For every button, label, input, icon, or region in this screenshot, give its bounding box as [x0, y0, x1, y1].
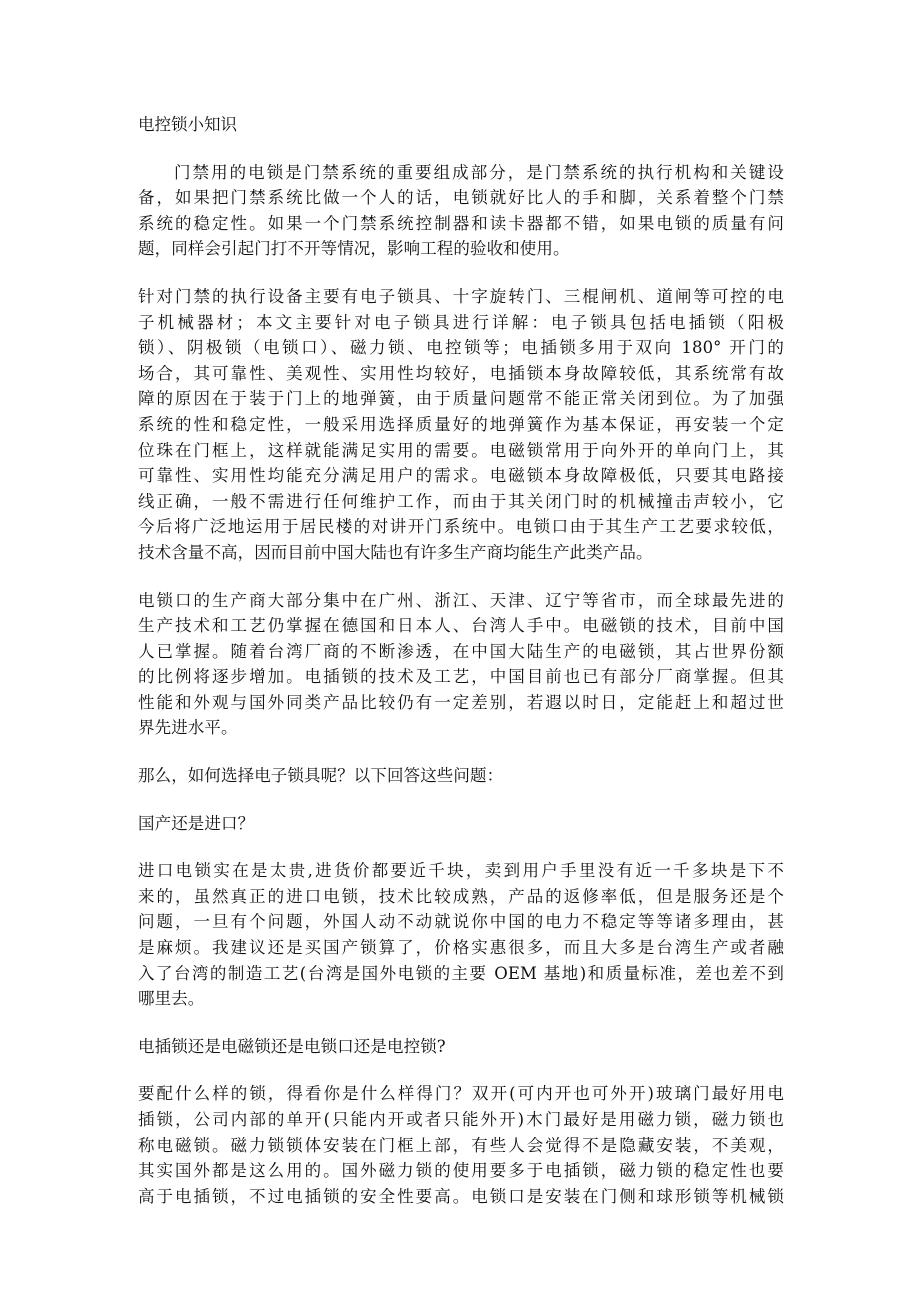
paragraph-line: 其实国外都是这么用的。国外磁力锁的使用要多于电插锁，磁力锁的稳定性也要 — [138, 1161, 784, 1181]
document-title: 电控锁小知识 — [138, 115, 237, 134]
paragraph-line: 插锁，公司内部的单开(只能内开或者只能外开)木门最好是用磁力锁，磁力锁也 — [138, 1110, 784, 1129]
paragraph-line: 系统的性和稳定性，一般采用选择质量好的地弹簧作为基本保证，再安装一个定 — [138, 414, 784, 434]
paragraph-line: 哪里去。 — [138, 989, 205, 1009]
paragraph-line: 称电磁锁。磁力锁锁体安装在门框上部，有些人会觉得不是隐藏安装，不美观， — [138, 1135, 784, 1155]
paragraph-line: 进口电锁实在是太贵,进货价都要近千块，卖到用户手里没有近一千多块是下不 — [138, 861, 784, 881]
section-heading: 国产还是进口？ — [138, 813, 255, 833]
paragraph-line: 障的原因在于装于门上的地弹簧，由于质量问题常不能正常关闭到位。为了加强 — [138, 389, 784, 409]
paragraph-line: 人已掌握。随着台湾厂商的不断渗透，在中国大陆生产的电磁锁，其占世界份额 — [138, 641, 784, 661]
paragraph-line: 位珠在门框上，这样就能满足实用的需要。电磁锁常用于向外开的单向门上，其 — [138, 440, 784, 460]
paragraph-question-intro — [138, 763, 784, 789]
paragraph-line: 备，如果把门禁系统比做一个人的话，电锁就好比人的手和脚，关系着整个门禁 — [138, 188, 784, 208]
paragraph-line: 的比例将逐步增加。电插锁的技术及工艺，中国目前也已有部分厂商掌握。但其 — [138, 667, 784, 687]
paragraph-line: 入了台湾的制造工艺(台湾是国外电锁的主要 OEM 基地)和质量标准，差也差不到 — [138, 963, 784, 983]
paragraph-line: 技术含量不高，因而目前中国大陆也有许多生产商均能生产此类产品。 — [138, 542, 653, 562]
paragraph-intro — [138, 160, 784, 262]
paragraph-line: 性能和外观与国外同类产品比较仍有一定差别，若遐以时日，定能赶上和超过世 — [138, 692, 784, 712]
paragraph-line: 问题，一旦有个问题，外国人动不动就说你中国的电力不稳定等等诸多理由，甚 — [138, 912, 784, 932]
paragraph-devices — [138, 284, 784, 566]
paragraph-line: 界先进水平。 — [138, 718, 238, 738]
paragraph-line: 子机械器材；本文主要针对电子锁具进行详解：电子锁具包括电插锁（阳极 — [138, 312, 784, 332]
paragraph-manufacturers — [138, 588, 784, 742]
heading-domestic-or-import — [138, 811, 784, 837]
paragraph-line: 针对门禁的执行设备主要有电子锁具、十字旋转门、三棍闸机、道闸等可控的电 — [138, 286, 784, 306]
paragraph-line: 场合，其可靠性、美观性、实用性均较好，电插锁本身故障较低，其系统常有故 — [138, 363, 784, 383]
document-page — [138, 112, 784, 1209]
paragraph-line: 电锁口的生产商大部分集中在广州、浙江、天津、辽宁等省市，而全球最先进的 — [138, 590, 784, 610]
paragraph-line: 题，同样会引起门打不开等情况，影响工程的验收和使用。 — [138, 239, 570, 259]
paragraph-import — [138, 858, 784, 1012]
paragraph-line: 锁）、阴极锁（电锁口）、磁力锁、电控锁等；电插锁多用于双向 180° 开门的 — [138, 338, 784, 358]
paragraph-line: 生产技术和工艺仍掌握在德国和日本人、台湾人手中。电磁锁的技术，目前中国 — [138, 616, 784, 636]
paragraph-lock-choice — [138, 1081, 784, 1209]
heading-lock-types — [138, 1034, 784, 1060]
paragraph-line: 系统的稳定性。如果一个门禁系统控制器和读卡器都不错，如果电锁的质量有问 — [138, 213, 784, 233]
paragraph-line: 是麻烦。我建议还是买国产锁算了，价格实惠很多，而且大多是台湾生产或者融 — [138, 938, 784, 958]
paragraph-line: 要配什么样的锁，得看你是什么样得门？双开(可内开也可外开)玻璃门最好用电 — [138, 1084, 784, 1104]
paragraph-line: 来的，虽然真正的进口电锁，技术比较成熟，产品的返修率低，但是服务还是个 — [138, 886, 784, 906]
paragraph-line: 可靠性、实用性均能充分满足用户的需求。电磁锁本身故障极低，只要其电路接 — [138, 466, 784, 486]
section-heading: 电插锁还是电磁锁还是电锁口还是电控锁? — [138, 1036, 446, 1056]
paragraph-line: 今后将广泛地运用于居民楼的对讲开门系统中。电锁口由于其生产工艺要求较低， — [138, 517, 784, 537]
paragraph-line: 高于电插锁，不过电插锁的安全性要高。电锁口是安装在门侧和球形锁等机械锁 — [138, 1186, 784, 1206]
paragraph-line: 门禁用的电锁是门禁系统的重要组成部分，是门禁系统的执行机构和关键设 — [174, 162, 784, 182]
paragraph-line: 线正确，一般不需进行任何维护工作，而由于其关闭门时的机械撞击声较小，它 — [138, 491, 784, 511]
paragraph-line: 那么，如何选择电子锁具呢？以下回答这些问题： — [138, 766, 504, 786]
